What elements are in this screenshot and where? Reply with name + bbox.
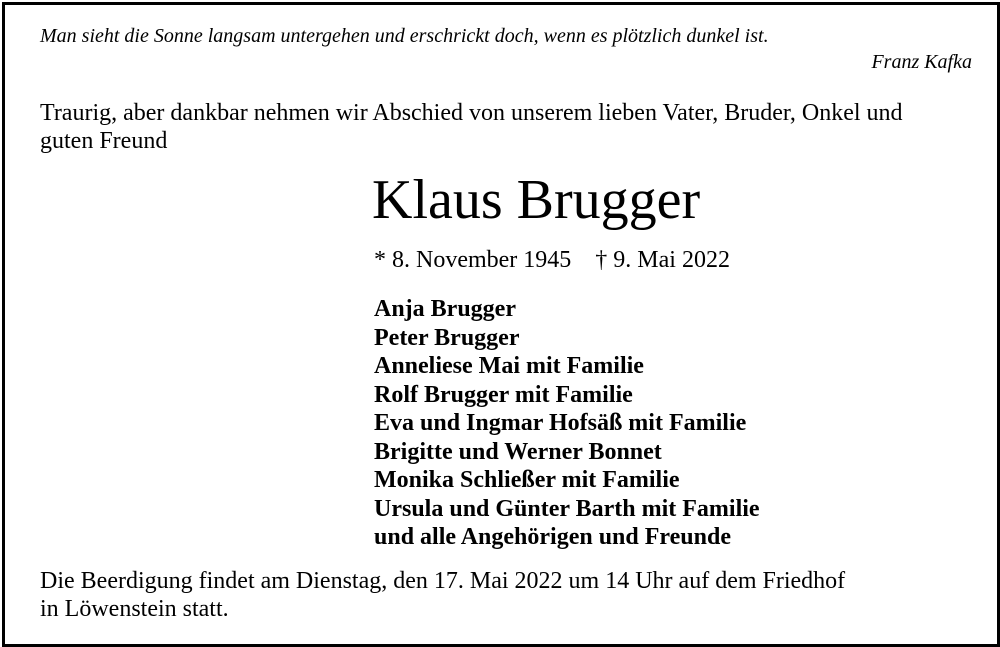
funeral-line-2: in Löwenstein statt. [40,596,229,622]
epigraph-author: Franz Kafka [871,51,972,73]
funeral-line-1: Die Beerdigung findet am Dienstag, den 17. Mai 2022 um 14 Uhr auf dem Friedhof [40,568,846,594]
mourner-item: Rolf Brugger mit Familie [374,381,633,408]
mourners-list [374,295,760,552]
birth-date: * 8. November 1945 [374,247,572,273]
mourner-item: Ursula und Günter Barth mit Familie [374,495,760,522]
life-dates [374,245,730,275]
intro-line-2: guten Freund [40,128,168,154]
mourner-item: Peter Brugger [374,324,520,351]
mourner-item: Anja Brugger [374,296,516,322]
funeral-info [40,567,940,623]
intro-text [40,99,970,155]
intro-line-1: Traurig, aber dankbar nehmen wir Abschied von unserem lieben Vater, Bruder, Onkel und [40,100,903,126]
mourner-item: Brigitte und Werner Bonnet [374,438,662,465]
epigraph-quote: Man sieht die Sonne langsam untergehen und erschrickt doch, wenn es plötzlich dunkel ist. [40,25,769,47]
mourner-item: Anneliese Mai mit Familie [374,353,644,379]
mourner-item: Monika Schließer mit Familie [374,467,680,493]
mourner-item: Eva und Ingmar Hofsäß mit Familie [374,410,747,436]
deceased-name: Klaus Brugger [372,169,701,231]
death-date: † 9. Mai 2022 [595,247,730,273]
mourner-item: und alle Angehörigen und Freunde [374,524,731,550]
